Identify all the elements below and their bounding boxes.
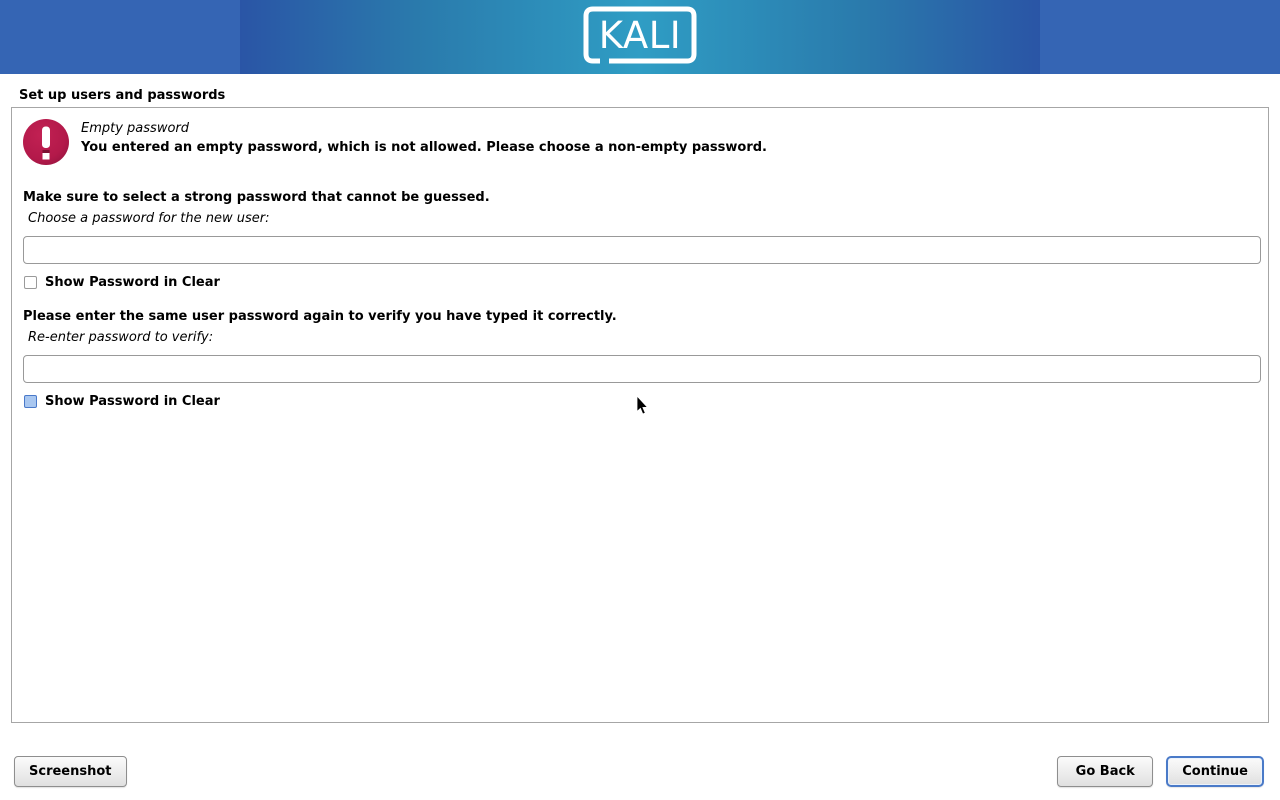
show-password-label: Show Password in Clear bbox=[45, 275, 220, 290]
error-texts bbox=[81, 119, 767, 158]
installer-banner bbox=[0, 0, 1280, 74]
error-message: You entered an empty password, which is not allowed. Please choose a non-empty password. bbox=[81, 140, 767, 155]
page-title: Set up users and passwords bbox=[19, 88, 226, 103]
screenshot-button[interactable]: Screenshot bbox=[14, 756, 127, 787]
go-back-button[interactable]: Go Back bbox=[1057, 756, 1153, 787]
kali-logo-frame-icon bbox=[583, 6, 697, 64]
svg-text:KALI: KALI bbox=[598, 14, 682, 57]
show-password-row bbox=[23, 275, 1258, 290]
show-verify-password-label: Show Password in Clear bbox=[45, 394, 220, 409]
continue-button[interactable]: Continue bbox=[1166, 756, 1264, 787]
setup-users-panel bbox=[11, 107, 1269, 723]
error-exclamation-icon bbox=[23, 119, 69, 165]
password-field-label: Choose a password for the new user: bbox=[28, 211, 270, 226]
password-input[interactable] bbox=[23, 236, 1261, 264]
error-title: Empty password bbox=[81, 121, 189, 136]
show-verify-password-row bbox=[23, 394, 1258, 409]
footer-spacer bbox=[127, 756, 1058, 787]
kali-logo bbox=[583, 6, 697, 68]
verify-password-input[interactable] bbox=[23, 355, 1261, 383]
verify-field-label: Re-enter password to verify: bbox=[28, 330, 214, 345]
show-verify-password-checkbox[interactable] bbox=[24, 395, 37, 408]
show-password-checkbox[interactable] bbox=[24, 276, 37, 289]
error-row bbox=[23, 119, 1258, 165]
verify-password-hint: Please enter the same user password again to verify you have typed it correctly. bbox=[23, 309, 617, 324]
strong-password-hint: Make sure to select a strong password that cannot be guessed. bbox=[23, 190, 490, 205]
footer-bar bbox=[0, 756, 1280, 787]
